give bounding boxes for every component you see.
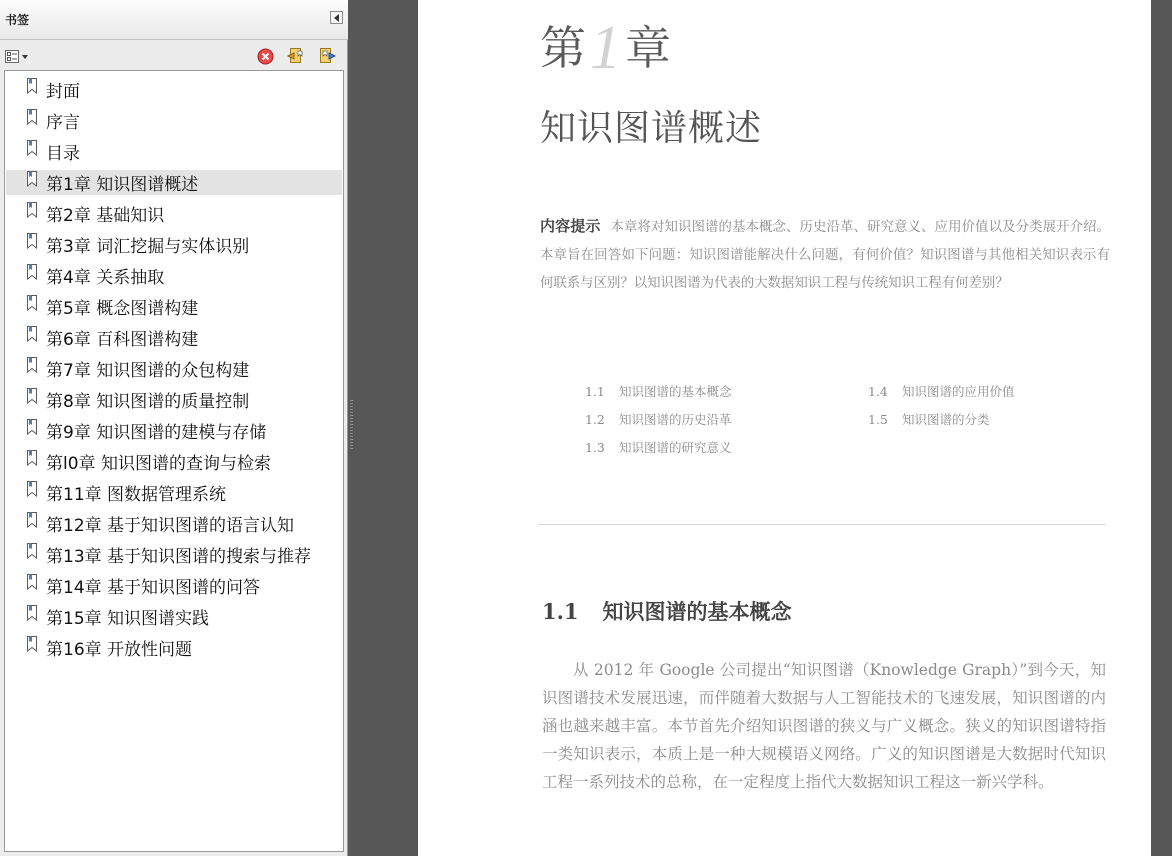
bookmark-ribbon-icon xyxy=(26,140,38,156)
section-number: 1.1 xyxy=(542,599,579,624)
bookmark-label: 第16章 开放性问题 xyxy=(46,640,193,660)
toc-title: 知识图谱的基本概念 xyxy=(619,384,732,399)
triangle-left-icon xyxy=(333,14,341,22)
bookmark-item[interactable] xyxy=(6,263,342,288)
collapse-panel-button[interactable] xyxy=(330,11,343,24)
bookmark-item[interactable] xyxy=(6,418,342,443)
bookmark-ribbon-icon xyxy=(26,543,38,559)
bookmark-label: 第9章 知识图谱的建模与存储 xyxy=(46,423,267,443)
toc-title: 知识图谱的应用价值 xyxy=(902,384,1015,399)
bookmark-ribbon-icon xyxy=(26,233,38,249)
bookmark-item[interactable] xyxy=(6,604,342,629)
body-paragraph: 从 2012 年 Google 公司提出“知识图谱（Knowledge Graph）”到今天，知识图谱技术发展迅速，而伴随着大数据与人工智能技术的飞速发展，知识图谱的内涵也越来越丰富。本节首先介绍知识图谱的狭义与广义概念。狭义的知识图谱特指一类知识表示，本质上是一种大规模语义网络。广义的知识图谱是大数据时代知识工程一系列技术的总称，在一定程度上指代大数据知识工程这一新兴学科。 xyxy=(542,661,1106,791)
bookmark-item[interactable] xyxy=(6,108,342,133)
bookmark-item[interactable] xyxy=(6,77,342,102)
toc-title: 知识图谱的分类 xyxy=(902,412,990,427)
chapter-suffix: 章 xyxy=(625,21,671,75)
bookmark-ribbon-icon xyxy=(26,109,38,125)
bookmarks-toolbar xyxy=(0,41,348,69)
bookmark-item[interactable] xyxy=(6,449,342,474)
toc-entry-1-5 xyxy=(868,410,990,428)
bookmark-ribbon-icon xyxy=(26,78,38,94)
bookmark-item[interactable] xyxy=(6,635,342,660)
splitter-grip[interactable] xyxy=(350,400,353,450)
bookmark-label: 第3章 词汇挖掘与实体识别 xyxy=(46,237,250,257)
document-page xyxy=(418,0,1151,856)
bookmark-label: 第5章 概念图谱构建 xyxy=(46,299,199,319)
bookmark-label: 第7章 知识图谱的众包构建 xyxy=(46,361,250,381)
bookmark-label: 第2章 基础知识 xyxy=(46,206,165,226)
bookmark-item[interactable] xyxy=(6,387,342,412)
bookmark-label: 第1章 知识图谱概述 xyxy=(46,175,199,195)
bookmark-label: 第l0章 知识图谱的查询与检索 xyxy=(46,454,271,474)
section-title-text: 知识图谱的基本概念 xyxy=(602,599,792,624)
toc-entry-1-1 xyxy=(585,382,732,400)
viewer-margin xyxy=(1151,0,1172,856)
bookmark-item[interactable] xyxy=(6,232,342,257)
bookmark-label: 序言 xyxy=(46,113,80,133)
bookmark-ribbon-icon xyxy=(26,326,38,342)
bookmark-ribbon-icon xyxy=(26,295,38,311)
toc-title: 知识图谱的历史沿革 xyxy=(619,412,732,427)
expand-bookmark-button[interactable] xyxy=(318,47,336,65)
bookmark-options-icon xyxy=(5,50,31,64)
toc-number: 1.4 xyxy=(868,384,888,399)
delete-bookmark-button[interactable] xyxy=(257,48,274,65)
new-bookmark-button[interactable] xyxy=(287,47,305,65)
bookmark-label: 第12章 基于知识图谱的语言认知 xyxy=(46,516,295,536)
bookmark-ribbon-icon xyxy=(26,419,38,435)
bookmark-label: 第8章 知识图谱的质量控制 xyxy=(46,392,250,412)
bookmark-label: 第4章 关系抽取 xyxy=(46,268,165,288)
panel-title: 书签 xyxy=(5,13,30,27)
toc-entry-1-2 xyxy=(585,410,732,428)
chapter-heading: 知识图谱概述 xyxy=(540,108,763,149)
bookmark-item[interactable] xyxy=(6,294,342,319)
bookmark-ribbon-icon xyxy=(26,264,38,280)
new-bookmark-icon xyxy=(287,47,305,65)
bookmark-ribbon-icon xyxy=(26,636,38,652)
bookmark-ribbon-icon xyxy=(26,388,38,404)
chapter-title xyxy=(540,14,671,82)
panel-header xyxy=(0,0,348,40)
content-summary xyxy=(540,212,1110,298)
bookmark-ribbon-icon xyxy=(26,574,38,590)
bookmark-item[interactable] xyxy=(6,356,342,381)
toc-title: 知识图谱的研究意义 xyxy=(619,440,732,455)
chapter-number: 1 xyxy=(590,14,621,82)
bookmarks-panel xyxy=(0,0,348,856)
delete-bookmark-icon xyxy=(257,48,274,65)
toc-number: 1.1 xyxy=(585,384,605,399)
bookmark-list xyxy=(4,70,344,852)
expand-bookmark-icon xyxy=(318,47,336,65)
chapter-prefix: 第 xyxy=(540,21,586,75)
bookmark-ribbon-icon xyxy=(26,171,38,187)
section-divider xyxy=(538,524,1106,525)
bookmark-item[interactable] xyxy=(6,325,342,350)
bookmark-ribbon-icon xyxy=(26,357,38,373)
bookmark-label: 第15章 知识图谱实践 xyxy=(46,609,210,629)
bookmark-item[interactable] xyxy=(6,480,342,505)
bookmark-label: 第14章 基于知识图谱的问答 xyxy=(46,578,261,598)
bookmark-item[interactable] xyxy=(6,573,342,598)
bookmark-ribbon-icon xyxy=(26,202,38,218)
bookmark-ribbon-icon xyxy=(26,481,38,497)
summary-text: 本章将对知识图谱的基本概念、历史沿革、研究意义、应用价值以及分类展开介绍。本章旨在回答如下问题：知识图谱能解决什么问题，有何价值？知识图谱与其他相关知识表示有何联系与区别？以知识图谱为代表的大数据知识工程与传统知识工程有何差别？ xyxy=(540,220,1110,291)
bookmark-ribbon-icon xyxy=(26,605,38,621)
options-button[interactable] xyxy=(5,49,31,63)
bookmark-label: 第11章 图数据管理系统 xyxy=(46,485,227,505)
bookmark-label: 目录 xyxy=(46,144,80,164)
bookmark-item[interactable] xyxy=(6,139,342,164)
bookmark-item[interactable] xyxy=(6,511,342,536)
bookmark-label: 封面 xyxy=(46,82,80,102)
summary-label: 内容提示 xyxy=(540,217,601,235)
bookmark-label: 第13章 基于知识图谱的搜索与推荐 xyxy=(46,547,312,567)
bookmark-item[interactable] xyxy=(6,201,342,226)
toc-entry-1-3 xyxy=(585,438,732,456)
bookmark-item[interactable] xyxy=(6,542,342,567)
toc-number: 1.5 xyxy=(868,412,888,427)
bookmark-ribbon-icon xyxy=(26,450,38,466)
toc-number: 1.2 xyxy=(585,412,605,427)
bookmark-ribbon-icon xyxy=(26,512,38,528)
toc-number: 1.3 xyxy=(585,440,605,455)
bookmark-label: 第6章 百科图谱构建 xyxy=(46,330,199,350)
bookmark-item[interactable] xyxy=(6,170,342,195)
section-title xyxy=(542,596,792,626)
toc-entry-1-4 xyxy=(868,382,1015,400)
panel-splitter[interactable] xyxy=(348,0,356,856)
